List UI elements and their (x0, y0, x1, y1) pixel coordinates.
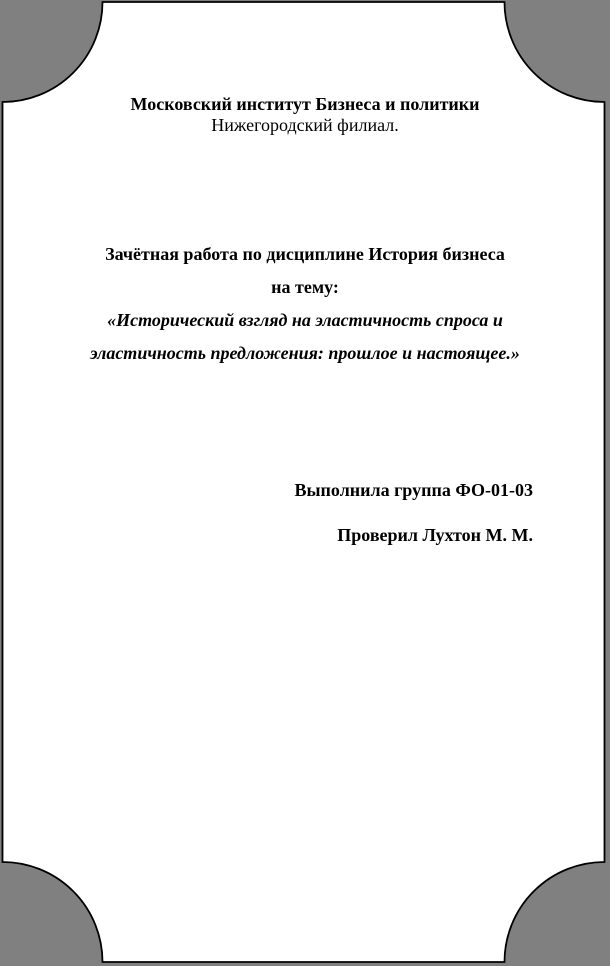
checked-by-line: Проверил Лухтон М. М. (337, 525, 533, 545)
branch-subtitle: Нижегородский филиал. (211, 115, 399, 135)
performed-by-line: Выполнила группа ФО-01-03 (294, 480, 533, 500)
credits-block (0, 480, 533, 546)
topic-title-line-2: эластичность предложения: прошлое и настоящее.» (90, 343, 520, 363)
topic-label: на тему: (271, 277, 339, 297)
header-block (0, 94, 610, 136)
work-description-line: Зачётная работа по дисциплине История бизнеса (105, 244, 505, 264)
work-title-block (0, 238, 610, 370)
topic-title-line-1: «Исторический взгляд на эластичность спроса и (107, 310, 503, 330)
institute-title: Московский институт Бизнеса и политики (130, 94, 480, 114)
